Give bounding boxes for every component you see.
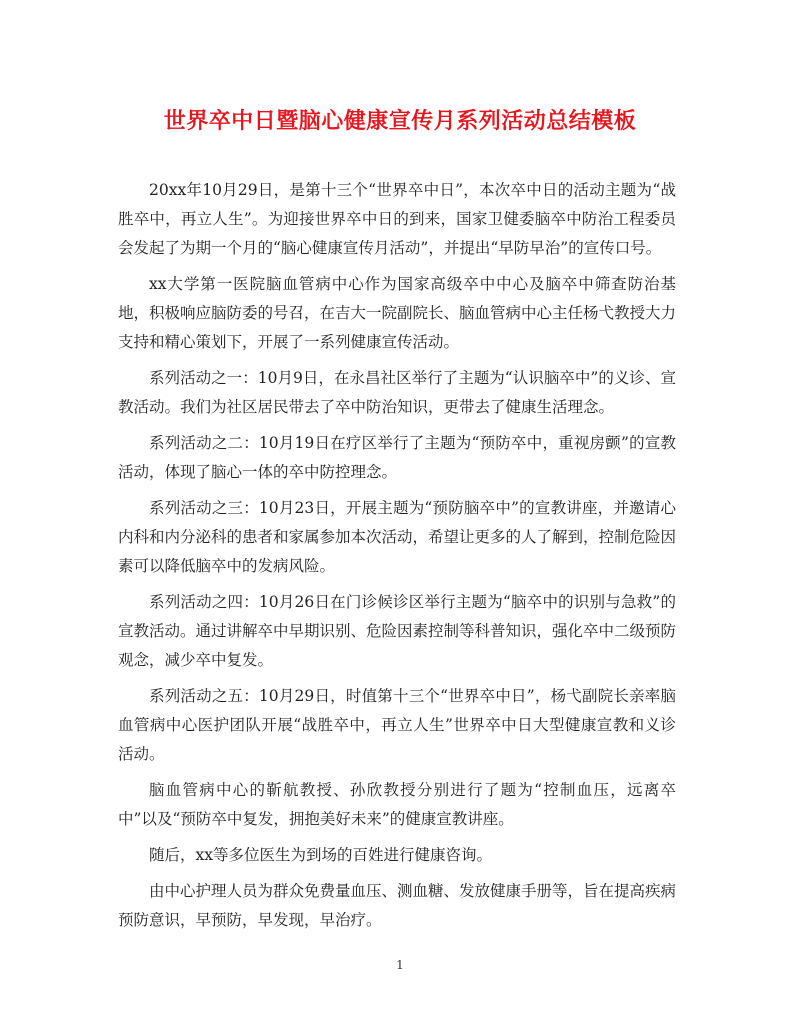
- document-title: 世界卒中日暨脑心健康宣传月系列活动总结模板: [163, 108, 637, 134]
- paragraph-1: 20xx年10月29日，是第十三个“世界卒中日”，本次卒中日的活动主题为“战胜卒中，再立人生”。为迎接世界卒中日的到来，国家卫健委脑卒中防治工程委员会发起了为期一个月的“脑心健康宣传月活动”，并提出“早防早治”的宣传口号。: [118, 181, 676, 257]
- page-number: 1: [396, 958, 404, 972]
- paragraph-9: 随后，xx等多位医生为到场的百姓进行健康咨询。: [149, 846, 492, 864]
- paragraph-6: 系列活动之四：10月26日在门诊候诊区举行主题为“脑卒中的识别与急救”的宣教活动。通过讲解卒中早期识别、危险因素控制等科普知识，强化卒中二级预防观念，减少卒中复发。: [118, 593, 677, 669]
- paragraph-10: 由中心护理人员为群众免费量血压、测血糖、发放健康手册等，旨在提高疾病预防意识，早预防，早发现，早治疗。: [118, 882, 677, 929]
- paragraph-4: 系列活动之二：10月19日在疗区举行了主题为“预防卒中，重视房颤”的宣教活动，体现了脑心一体的卒中防控理念。: [118, 434, 676, 481]
- document-body: [118, 176, 676, 942]
- paragraph-5: 系列活动之三：10月23日，开展主题为“预防脑卒中”的宣教讲座，并邀请心内科和内分泌科的患者和家属参加本次活动，希望让更多的人了解到，控制危险因素可以降低脑卒中的发病风险。: [118, 499, 677, 575]
- paragraph-7: 系列活动之五：10月29日，时值第十三个“世界卒中日”，杨弋副院长亲率脑血管病中心医护团队开展“战胜卒中，再立人生”世界卒中日大型健康宣教和义诊活动。: [118, 687, 676, 763]
- paragraph-2: xx大学第一医院脑血管病中心作为国家高级卒中中心及脑卒中筛查防治基地，积极响应脑防委的号召，在吉大一院副院长、脑血管病中心主任杨弋教授大力支持和精心策划下，开展了一系列健康宣传活动。: [118, 275, 677, 351]
- paragraph-8: 脑血管病中心的靳航教授、孙欣教授分别进行了题为“控制血压，远离卒中”以及“预防卒中复发，拥抱美好未来”的健康宣教讲座。: [118, 781, 676, 828]
- paragraph-3: 系列活动之一：10月9日，在永昌社区举行了主题为“认识脑卒中”的义诊、宣教活动。我们为社区居民带去了卒中防治知识，更带去了健康生活理念。: [118, 369, 676, 416]
